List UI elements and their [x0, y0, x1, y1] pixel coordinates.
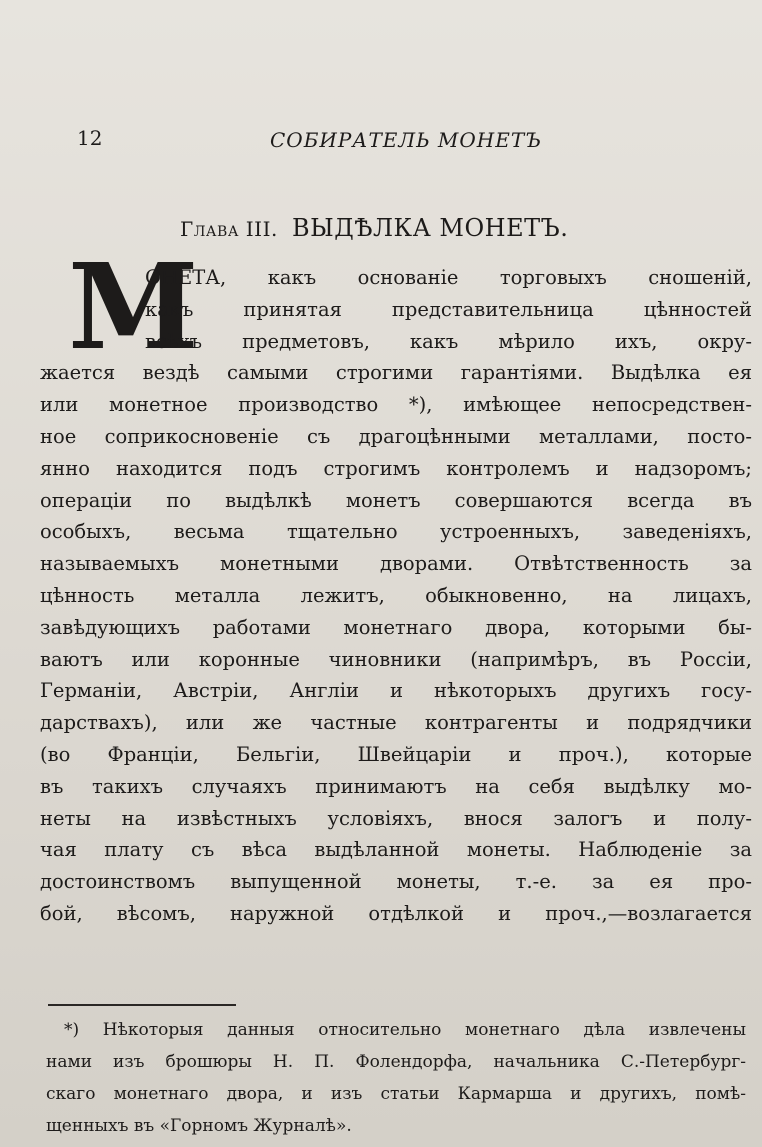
- chapter-label: Глава III.: [180, 217, 278, 241]
- footnote-line: *) Нѣкоторыя данныя относительно монетнаго дѣла извлечены: [64, 1020, 746, 1040]
- text-line: какъ принятая представительница цѣнностей: [145, 297, 752, 321]
- text-line: ваютъ или коронные чиновники (напримѣръ, въ Россіи,: [40, 647, 752, 671]
- page-number: 12: [77, 126, 103, 150]
- text-line: (во Франціи, Бельгіи, Швейцаріи и проч.), которые: [40, 742, 752, 766]
- body-text: [40, 262, 752, 930]
- text-line: ОНЕТА, какъ основаніе торговыхъ сношеній,: [145, 266, 752, 289]
- text-line: въ такихъ случаяхъ принимаютъ на себя выдѣлку мо-: [40, 774, 752, 798]
- footnote-line: скаго монетнаго двора, и изъ статьи Кармарша и другихъ, помѣ-: [46, 1084, 746, 1104]
- text-line: ное соприкосновеніе съ драгоцѣнными металлами, посто-: [40, 424, 752, 448]
- text-line: или монетное производство *), имѣющее непосредствен-: [40, 393, 752, 417]
- footnote: [46, 1014, 746, 1142]
- text-line: янно находится подъ строгимъ контролемъ и надзоромъ;: [40, 456, 752, 480]
- running-title: СОБИРАТЕЛЬ МОНЕТЪ: [270, 128, 543, 152]
- text-line: Германіи, Австріи, Англіи и нѣкоторыхъ другихъ госу-: [40, 679, 752, 703]
- footnote-rule: [48, 1004, 236, 1006]
- chapter-heading: [180, 214, 640, 242]
- text-line: чая плату съ вѣса выдѣланной монеты. Наблюденіе за: [40, 838, 752, 862]
- text-line: цѣнность металла лежитъ, обыкновенно, на лицахъ,: [40, 583, 752, 607]
- footnote-line: нами изъ брошюры Н. П. Фолендорфа, начальника С.-Петербург-: [46, 1052, 746, 1072]
- text-line: операціи по выдѣлкѣ монетъ совершаются всегда въ: [40, 488, 752, 512]
- text-line: особыхъ, весьма тщательно устроенныхъ, заведеніяхъ,: [40, 520, 752, 544]
- drop-cap: М: [68, 237, 199, 376]
- text-line: неты на извѣстныхъ условіяхъ, внося залогъ и полу-: [40, 806, 752, 830]
- footnote-line: щенныхъ въ «Горномъ Журналѣ».: [46, 1116, 352, 1136]
- chapter-title: ВЫДѢЛКА МОНЕТЪ.: [291, 214, 569, 242]
- text-line: называемыхъ монетными дворами. Отвѣтственность за: [40, 552, 752, 576]
- text-line: жается вездѣ самыми строгими гарантіями. Выдѣлка ея: [40, 361, 752, 385]
- text-line: бой, вѣсомъ, наружной отдѣлкой и проч.,—возлагается: [40, 901, 752, 925]
- text-line: достоинствомъ выпущенной монеты, т.-е. за ея про-: [40, 870, 752, 894]
- text-line: завѣдующихъ работами монетнаго двора, которыми бы-: [40, 615, 752, 639]
- text-line: всѣхъ предметовъ, какъ мѣрило ихъ, окру-: [145, 329, 752, 353]
- text-line: дарствахъ), или же частные контрагенты и подрядчики: [40, 711, 752, 735]
